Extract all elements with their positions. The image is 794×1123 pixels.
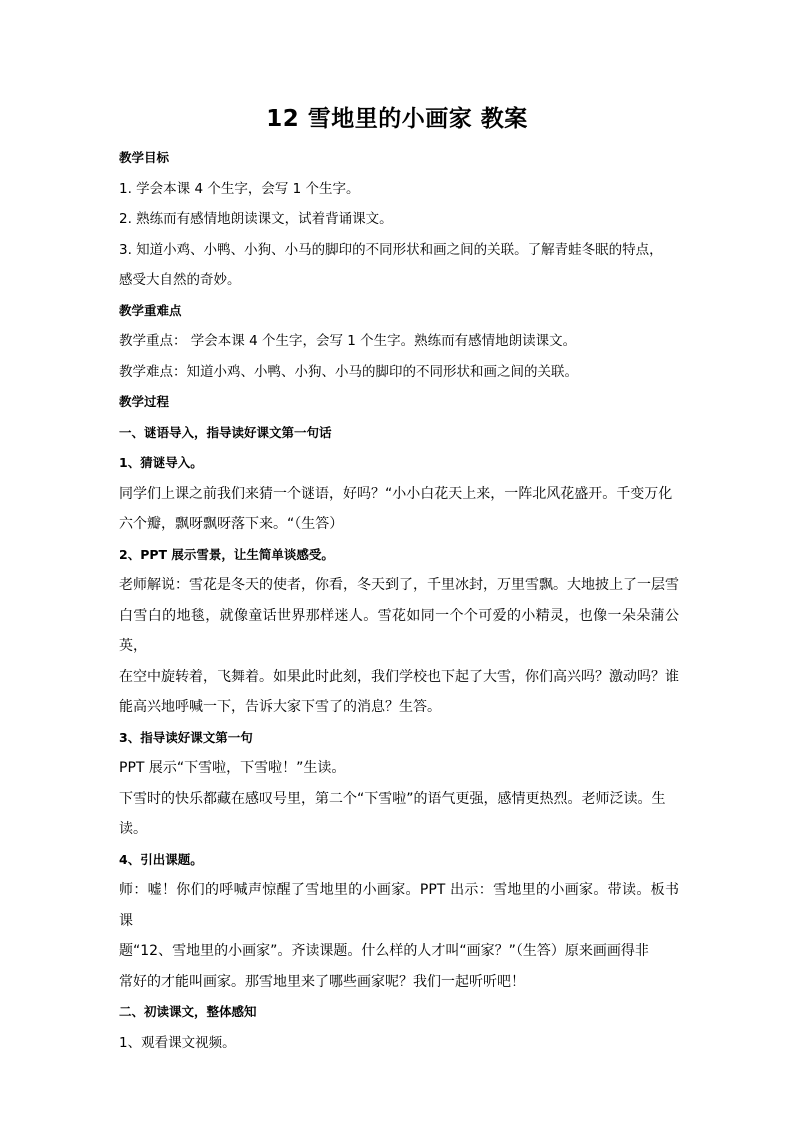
section-heading: 一、谜语导入，指导读好课文第一句话: [119, 424, 332, 440]
paragraph-line: 同学们上课之前我们来猜一个谜语，好吗？“小小白花天上来，一阵北风花盛开。千变万化: [119, 485, 673, 502]
section-heading: 1、猜谜导入。: [119, 455, 203, 470]
paragraph-line: 在空中旋转着，飞舞着。如果此时此刻，我们学校也下起了大雪，你们高兴吗？激动吗？谁: [119, 668, 679, 685]
text-line: 1. 学会本课 4 个生字，会写 1 个生字。: [119, 180, 360, 197]
paragraph-line: 常好的才能叫画家。那雪地里来了哪些画家呢？我们一起听听吧！: [119, 973, 525, 990]
paragraph-line: 读。: [119, 821, 147, 837]
section-heading: 4、引出课题。: [119, 851, 203, 867]
document-body: [119, 143, 679, 1058]
section-heading: 教学过程: [119, 394, 170, 409]
text-line: 感受大自然的奇妙。: [119, 272, 241, 288]
document-title: 12 雪地里的小画家 教案: [266, 106, 528, 132]
text-line: 1、观看课文视频。: [119, 1034, 236, 1051]
section-heading: 教学目标: [119, 150, 170, 165]
section-heading: 2、PPT 展示雪景，让生简单谈感受。: [119, 546, 334, 562]
text-line: 2. 熟练而有感情地朗读课文，试着背诵课文。: [119, 211, 393, 227]
text-line: 教学重点： 学会本课 4 个生字，会写 1 个生字。熟练而有感情地朗读课文。: [119, 333, 577, 349]
section-heading: 教学重难点: [119, 302, 182, 318]
paragraph-line: 题“12、雪地里的小画家”。齐读课题。什么样的人才叫“画家？”（生答）原来画画得非: [119, 943, 649, 959]
text-line: 3. 知道小鸡、小鸭、小狗、小马的脚印的不同形状和画之间的关联。了解青蛙冬眠的特点，: [119, 241, 663, 258]
paragraph-line: PPT 展示“下雪啦，下雪啦！”生读。: [119, 760, 346, 776]
paragraph-line: 下雪时的快乐都藏在感叹号里，第二个“下雪啦”的语气更强，感情更热烈。老师泛读。生: [119, 790, 666, 807]
section-heading: 3、指导读好课文第一句: [119, 729, 253, 745]
paragraph-line: 六个瓣，飘呀飘呀落下来。“（生答）: [119, 516, 344, 532]
paragraph-line: 白雪白的地毯，就像童话世界那样迷人。雪花如同一个个可爱的小精灵，也像一朵朵蒲公英，: [119, 607, 679, 654]
section-heading: 二、初读课文，整体感知: [119, 1004, 257, 1019]
paragraph-line: 师：嘘！你们的呼喊声惊醒了雪地里的小画家。PPT 出示：雪地里的小画家。带读。板书课: [119, 882, 679, 929]
paragraph-line: 能高兴地呼喊一下，告诉大家下雪了的消息？生答。: [119, 699, 441, 715]
text-line: 教学难点：知道小鸡、小鸭、小狗、小马的脚印的不同形状和画之间的关联。: [119, 363, 578, 380]
paragraph-line: 老师解说：雪花是冬天的使者，你看，冬天到了，千里冰封，万里雪飘。大地披上了一层雪: [119, 577, 679, 593]
